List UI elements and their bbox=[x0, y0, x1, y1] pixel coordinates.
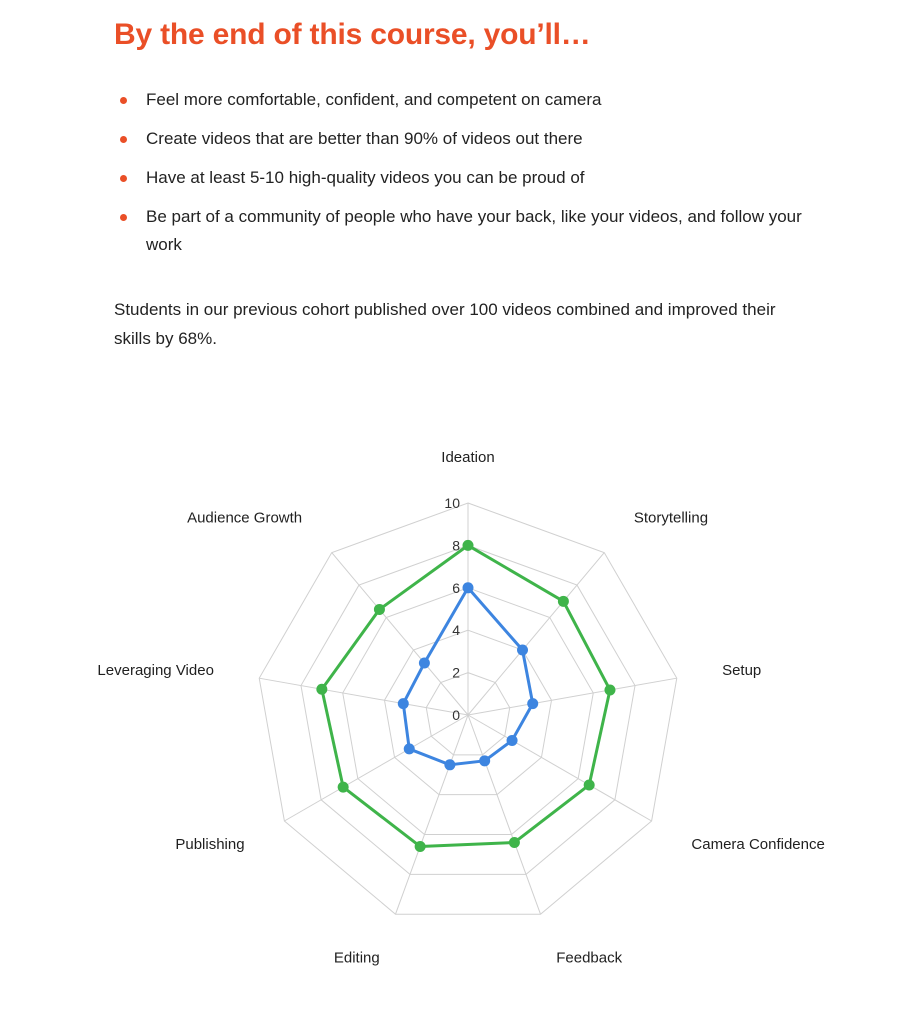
radial-tick-label: 0 bbox=[452, 707, 460, 723]
summary-paragraph: Students in our previous cohort published over 100 videos combined and improved their skills by 68%. bbox=[114, 300, 776, 348]
radial-tick-label: 10 bbox=[444, 495, 460, 511]
radar-category-label: Publishing bbox=[175, 836, 245, 853]
list-item bbox=[114, 164, 814, 192]
radar-axis-spoke bbox=[284, 715, 468, 821]
radar-axis-spoke bbox=[332, 553, 468, 715]
radar-data-point bbox=[604, 684, 615, 695]
radar-category-label: Leveraging Video bbox=[97, 662, 214, 680]
radar-category-label: Camera Confidence bbox=[691, 836, 825, 853]
list-item-label: Be part of a community of people who have your back, like your videos, and follow your work bbox=[146, 207, 802, 254]
radar-data-point bbox=[338, 782, 349, 793]
skills-radar-chart bbox=[0, 400, 911, 1010]
radar-category-label: Audience Growth bbox=[187, 509, 303, 527]
radar-data-point bbox=[404, 743, 415, 754]
list-item bbox=[114, 203, 814, 259]
list-item-label: Feel more comfortable, confident, and competent on camera bbox=[146, 90, 602, 109]
radar-axis-spoke bbox=[468, 553, 604, 715]
radar-chart-svg bbox=[0, 400, 911, 1010]
list-item bbox=[114, 125, 814, 153]
radar-category-label: Feedback bbox=[556, 949, 623, 967]
benefits-list bbox=[114, 86, 814, 270]
radar-data-point bbox=[479, 755, 490, 766]
list-item-label: Have at least 5-10 high-quality videos you can be proud of bbox=[146, 168, 585, 187]
bullet-dot-icon bbox=[120, 97, 127, 104]
radar-data-point bbox=[509, 837, 520, 848]
radar-data-point bbox=[527, 698, 538, 709]
bullet-dot-icon bbox=[120, 214, 127, 221]
bullet-dot-icon bbox=[120, 136, 127, 143]
radar-data-point bbox=[507, 735, 518, 746]
radar-data-point bbox=[374, 604, 385, 615]
radar-category-label: Editing bbox=[333, 949, 380, 967]
radar-data-point bbox=[316, 684, 327, 695]
radar-data-point bbox=[463, 540, 474, 551]
radial-tick-label: 4 bbox=[452, 622, 460, 639]
radial-tick-label: 8 bbox=[452, 537, 460, 554]
radial-tick-label: 2 bbox=[452, 664, 460, 681]
radar-data-point bbox=[517, 645, 528, 656]
radar-data-point bbox=[415, 841, 426, 852]
radar-data-point bbox=[398, 698, 409, 709]
radar-data-point bbox=[419, 658, 430, 669]
list-item-label: Create videos that are better than 90% of videos out there bbox=[146, 129, 583, 148]
list-item bbox=[114, 86, 814, 114]
radar-axis-spoke bbox=[468, 678, 677, 715]
radar-axis-spoke bbox=[259, 678, 468, 715]
radar-category-label: Ideation bbox=[441, 449, 495, 466]
radar-data-point bbox=[584, 779, 595, 790]
radar-data-point bbox=[463, 582, 474, 593]
radar-data-point bbox=[444, 759, 455, 770]
bullet-dot-icon bbox=[120, 175, 127, 182]
radar-data-point bbox=[558, 596, 569, 607]
radar-axis-spoke bbox=[468, 715, 652, 821]
page-title: By the end of this course, you’ll… bbox=[114, 18, 591, 51]
radar-category-label: Storytelling bbox=[633, 509, 709, 527]
radial-tick-label: 6 bbox=[452, 579, 460, 596]
radar-category-label: Setup bbox=[722, 662, 762, 680]
